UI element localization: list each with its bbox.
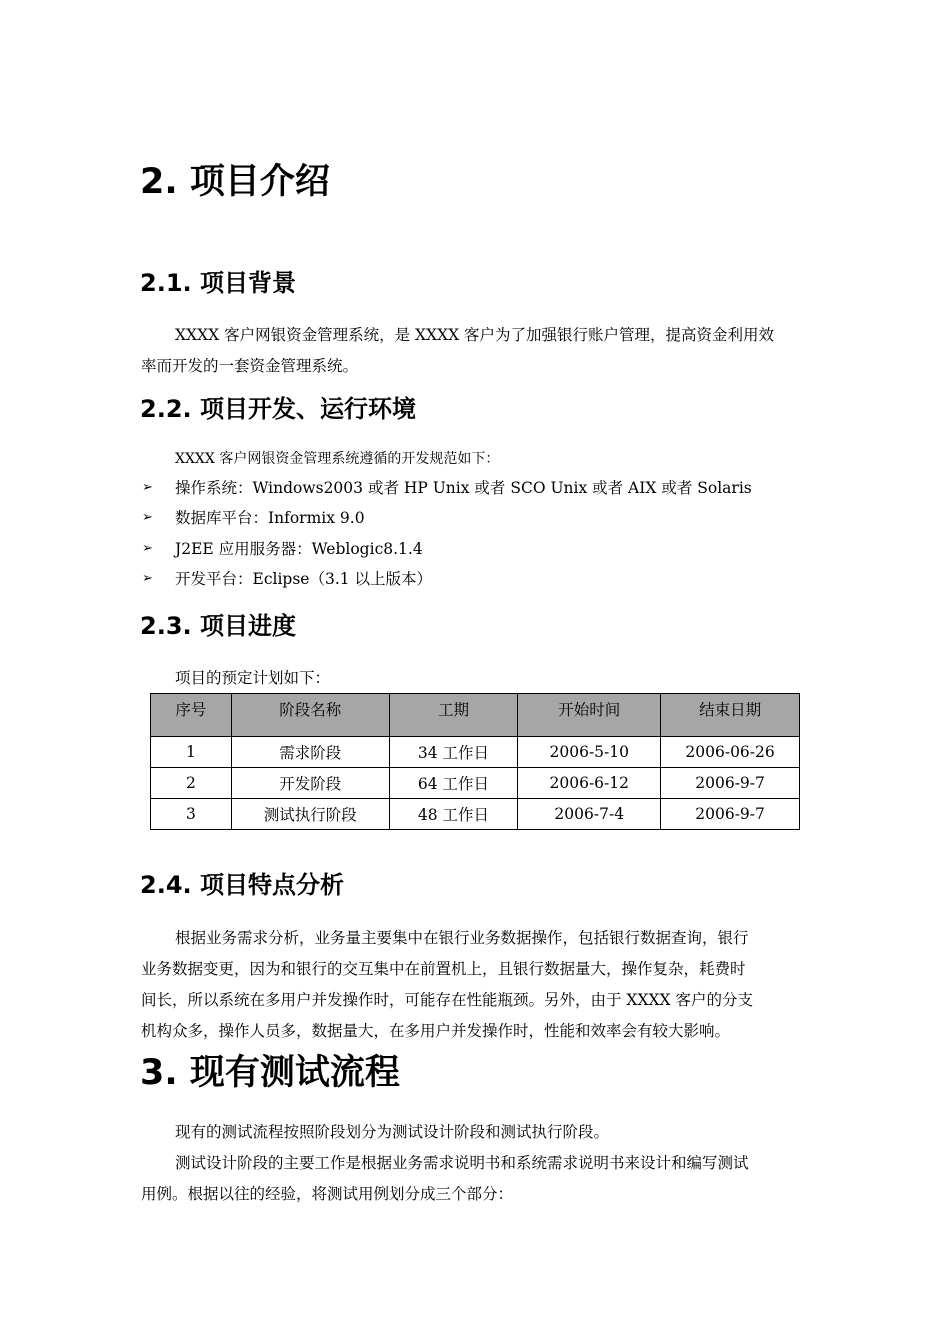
header-cell-phase: 阶段名称 <box>231 694 389 737</box>
table-cell: 开发阶段 <box>231 768 389 799</box>
header-cell-end: 结束日期 <box>661 694 800 737</box>
list-item: 操作系统：Windows2003 或者 HP Unix 或者 SCO Unix 或者 AIX 或者 Solaris <box>175 479 752 497</box>
heading-3: 3. 现有测试流程 <box>140 1053 400 1093</box>
bullet-arrow-icon: ➢ <box>142 480 153 495</box>
list-item: 开发平台：Eclipse（3.1 以上版本） <box>175 570 433 588</box>
list-item: 数据库平台：Informix 9.0 <box>175 509 365 527</box>
header-cell-start: 开始时间 <box>518 694 661 737</box>
analysis-paragraph-line-1: 根据业务需求分析，业务量主要集中在银行业务数据操作，包括银行数据查询，银行 <box>175 929 749 947</box>
process-paragraph-line-2: 测试设计阶段的主要工作是根据业务需求说明书和系统需求说明书来设计和编写测试 <box>175 1154 749 1172</box>
table-cell: 2006-9-7 <box>661 799 800 830</box>
table-header-row <box>151 694 800 737</box>
process-paragraph-line-3: 用例。根据以往的经验，将测试用例划分成三个部分： <box>141 1185 514 1203</box>
heading-2-4: 2.4. 项目特点分析 <box>140 871 344 899</box>
list-item: J2EE 应用服务器：Weblogic8.1.4 <box>175 540 423 558</box>
environment-intro: XXXX 客户网银资金管理系统遵循的开发规范如下： <box>175 451 500 467</box>
table-cell: 2006-6-12 <box>518 768 661 799</box>
header-cell-duration: 工期 <box>389 694 518 737</box>
analysis-paragraph-line-2: 业务数据变更，因为和银行的交互集中在前置机上，且银行数据量大，操作复杂，耗费时 <box>141 960 746 978</box>
bullet-arrow-icon: ➢ <box>142 571 153 586</box>
heading-2: 2. 项目介绍 <box>140 162 330 202</box>
table-row <box>151 768 800 799</box>
analysis-paragraph-line-4: 机构众多，操作人员多，数据量大，在多用户并发操作时，性能和效率会有较大影响。 <box>141 1022 731 1040</box>
table-cell: 2 <box>151 768 232 799</box>
table-row <box>151 799 800 830</box>
background-paragraph-line-2: 率而开发的一套资金管理系统。 <box>141 357 359 375</box>
table-cell: 48 工作日 <box>389 799 518 830</box>
table-cell: 需求阶段 <box>231 737 389 768</box>
table-cell: 3 <box>151 799 232 830</box>
heading-2-3: 2.3. 项目进度 <box>140 612 296 640</box>
bullet-arrow-icon: ➢ <box>142 541 153 556</box>
table-cell: 1 <box>151 737 232 768</box>
table-cell: 2006-5-10 <box>518 737 661 768</box>
schedule-intro: 项目的预定计划如下： <box>175 669 331 687</box>
heading-2-1: 2.1. 项目背景 <box>140 269 296 297</box>
header-cell-index: 序号 <box>151 694 232 737</box>
table-row <box>151 737 800 768</box>
heading-2-2: 2.2. 项目开发、运行环境 <box>140 395 416 423</box>
process-paragraph-line-1: 现有的测试流程按照阶段划分为测试设计阶段和测试执行阶段。 <box>175 1123 610 1141</box>
schedule-table <box>150 693 800 830</box>
table-cell: 64 工作日 <box>389 768 518 799</box>
table-cell: 测试执行阶段 <box>231 799 389 830</box>
table-cell: 2006-9-7 <box>661 768 800 799</box>
bullet-arrow-icon: ➢ <box>142 510 153 525</box>
analysis-paragraph-line-3: 间长，所以系统在多用户并发操作时，可能存在性能瓶颈。另外，由于 XXXX 客户的分支 <box>141 991 753 1009</box>
table-cell: 2006-06-26 <box>661 737 800 768</box>
table-cell: 34 工作日 <box>389 737 518 768</box>
table-cell: 2006-7-4 <box>518 799 661 830</box>
background-paragraph-line-1: XXXX 客户网银资金管理系统，是 XXXX 客户为了加强银行账户管理，提高资金利用效 <box>175 326 775 344</box>
